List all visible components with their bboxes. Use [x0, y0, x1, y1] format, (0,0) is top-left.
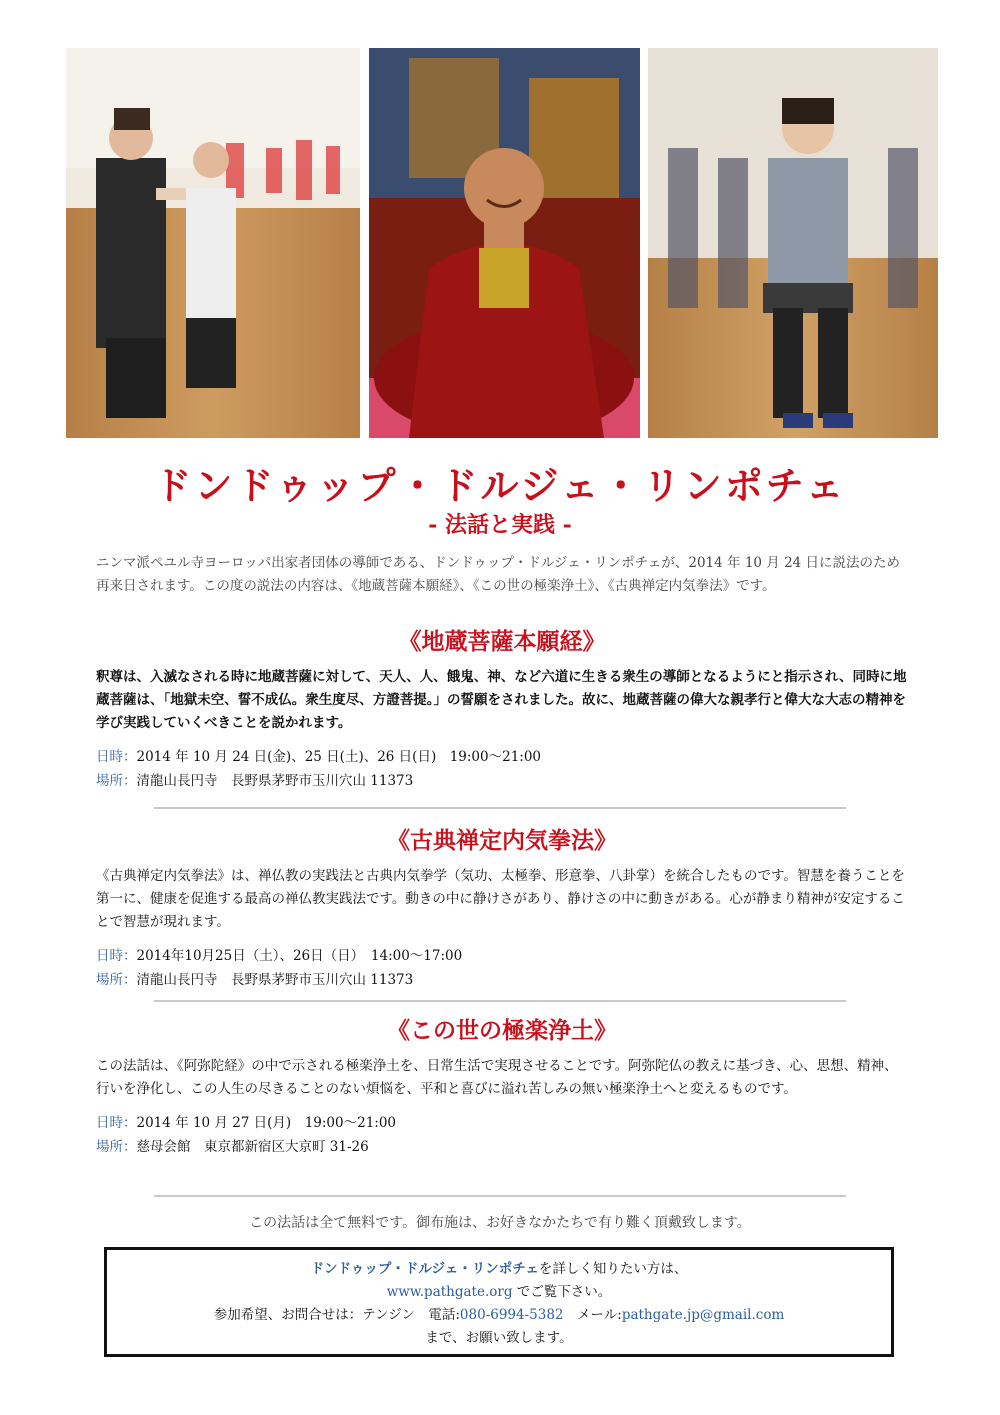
contact-line-1	[107, 1258, 891, 1281]
phone-number[interactable]: 080-6994-5382	[459, 1307, 564, 1323]
event-info	[96, 944, 908, 992]
place-label: 場所：	[96, 1139, 137, 1155]
event-date	[96, 745, 908, 769]
date-value: 2014 年 10 月 24 日(金)、25 日(土)、26 日(日) 19:00〜21:00	[136, 749, 542, 765]
contact-box	[104, 1247, 894, 1357]
contact-line-1-text: を詳しく知りたい方は、	[538, 1261, 688, 1277]
event-place	[96, 1135, 908, 1159]
event-place	[96, 769, 908, 793]
date-label: 日時：	[96, 1115, 137, 1131]
rinpoche-name: ドンドゥップ・ドルジェ・リンポチェ	[310, 1261, 539, 1277]
place-value: 慈母会館 東京都新宿区大京町 31-26	[136, 1139, 369, 1155]
photo-tai-chi-class	[66, 48, 360, 438]
event-date	[96, 1111, 908, 1135]
section-title: 《古典禅定内気拳法》	[387, 827, 617, 854]
place-value: 清龍山長円寺 長野県茅野市玉川穴山 11373	[136, 972, 414, 988]
section-meditation-qigong	[96, 825, 908, 992]
place-label: 場所：	[96, 972, 137, 988]
contact-prefix: 参加希望、お問合せは：テンジン 電話:	[213, 1307, 460, 1323]
event-place	[96, 968, 908, 992]
place-value: 清龍山長円寺 長野県茅野市玉川穴山 11373	[136, 773, 414, 789]
page-subtitle: - 法話と実践 -	[428, 512, 572, 538]
divider	[154, 1195, 846, 1197]
divider	[154, 807, 846, 809]
section-pure-land	[96, 1015, 908, 1159]
place-label: 場所：	[96, 773, 137, 789]
section-body: 《古典禅定内気拳法》は、禅仏教の実践法と古典内気拳学（気功、太極拳、形意拳、八卦掌）を統合したものです。智慧を養うことを第一に、健康を促進する最高の禅仏教実践法です。動きの中に静けさがあり、静けさの中に動きがある。心が静まり精神が安定することで智慧が現れます。	[96, 868, 905, 930]
section-body: この法話は、《阿弥陀経》の中で示される極楽浄土を、日常生活で実現させることです。阿弥陀仏の教えに基づき、心、思想、精神、行いを浄化し、この人生の尽きることのない煩悩を、平和と喜びに溢れ苦しみの無い極楽浄土へと変えるものです。	[96, 1058, 898, 1097]
mail-label: メール:	[563, 1307, 622, 1323]
divider	[154, 1000, 846, 1002]
photo-rinpoche	[369, 48, 640, 438]
photo-qigong-practice	[648, 48, 938, 438]
free-admission-note: この法話は全て無料です。御布施は、お好きなかたちで有り難く頂戴致します。	[249, 1215, 751, 1231]
website-link[interactable]: www.pathgate.org	[386, 1284, 513, 1300]
event-info	[96, 1111, 908, 1159]
date-value: 2014 年 10 月 27 日(月) 19:00〜21:00	[136, 1115, 397, 1131]
section-jizo-sutra	[96, 626, 908, 793]
event-date	[96, 944, 908, 968]
event-info	[96, 745, 908, 793]
contact-line-2	[107, 1281, 891, 1304]
section-title: 《地蔵菩薩本願経》	[398, 628, 606, 655]
section-title: 《この世の極楽浄土》	[387, 1017, 617, 1044]
intro-paragraph: ニンマ派ペユル寺ヨーロッパ出家者団体の導師である、ドンドゥップ・ドルジェ・リンポチェが、2014 年 10 月 24 日に説法のため再来日されます。この度の説法の内容は、《地蔵菩薩本願経》、《この世の極楽浄土》、《古典禅定内気拳法》です。	[96, 555, 901, 594]
date-label: 日時：	[96, 948, 137, 964]
contact-line-2-text: でご覧下さい。	[512, 1284, 612, 1300]
photo-strip	[66, 48, 938, 438]
section-body: 釈尊は、入滅なされる時に地蔵菩薩に対して、天人、人、餓鬼、神、など六道に生きる衆生の導師となるようにと指示され、同時に地蔵菩薩は、「地獄未空、誓不成仏。衆生度尽、方證菩提。」の誓願をされました。故に、地蔵菩薩の偉大な親孝行と偉大な大志の精神を学び実践していくべきことを説かれます。	[96, 669, 907, 731]
page-title: ドンドゥップ・ドルジェ・リンポチェ	[153, 463, 847, 508]
email-link[interactable]: pathgate.jp@gmail.com	[621, 1307, 785, 1323]
date-label: 日時：	[96, 749, 137, 765]
contact-line-4: まで、お願い致します。	[425, 1330, 573, 1346]
contact-line-3	[107, 1304, 891, 1327]
date-value: 2014年10月25日（土）、26日（日） 14:00〜17:00	[136, 948, 463, 964]
